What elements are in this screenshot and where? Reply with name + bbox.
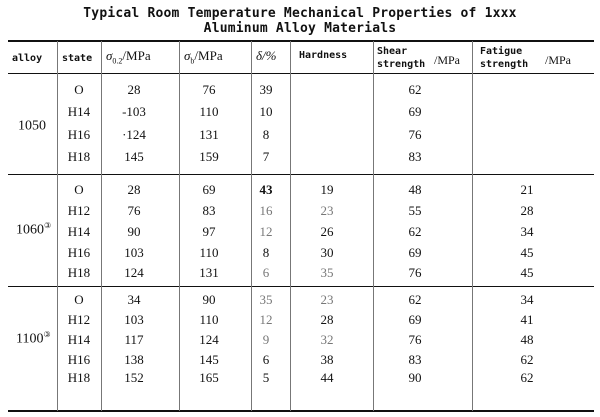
header-elongation: δ/% bbox=[256, 48, 277, 63]
header-shear-line-2: strength bbox=[377, 59, 426, 70]
header-shear-line-1: Shear bbox=[377, 46, 408, 57]
bottom-rule bbox=[8, 410, 594, 412]
table-cell-fatigue: 62 bbox=[520, 352, 534, 367]
table-cell-elongation: 10 bbox=[259, 104, 273, 119]
table-cell-elongation: 8 bbox=[262, 127, 270, 142]
table-cell-yield: 145 bbox=[124, 149, 144, 164]
table-cell-tensile: 110 bbox=[199, 104, 219, 119]
table-cell-state: H16 bbox=[67, 352, 91, 367]
table-cell-tensile: 159 bbox=[199, 149, 219, 164]
table-cell-shear: 69 bbox=[408, 312, 422, 327]
table-cell-fatigue: 62 bbox=[520, 370, 534, 385]
header-yield-symbol: σ bbox=[106, 48, 113, 63]
table-cell-yield: 103 bbox=[124, 312, 144, 327]
alloy-name: 1100 bbox=[16, 331, 44, 347]
table-cell-fatigue: 48 bbox=[520, 332, 534, 347]
table-cell-shear: 76 bbox=[408, 265, 422, 280]
table-cell-state: H18 bbox=[67, 370, 91, 385]
header-tensile-subscript: b bbox=[190, 56, 195, 66]
table-cell-shear: 62 bbox=[408, 292, 422, 307]
table-cell-state: H16 bbox=[67, 127, 91, 142]
table-cell-fatigue: 34 bbox=[520, 292, 534, 307]
table-cell-state: O bbox=[74, 182, 84, 197]
table-cell-shear: 69 bbox=[408, 245, 422, 260]
table-cell-state: H18 bbox=[67, 149, 91, 164]
group-divider-1 bbox=[8, 174, 594, 175]
table-cell-elongation: 35 bbox=[259, 292, 273, 307]
header-tensile-unit: /MPa bbox=[194, 48, 223, 63]
table-title-line-2: Aluminum Alloy Materials bbox=[203, 21, 397, 36]
alloy-label bbox=[16, 330, 51, 348]
table-cell-elongation: 43 bbox=[259, 182, 273, 197]
table-cell-hardness: 35 bbox=[320, 265, 334, 280]
table-cell-elongation: 12 bbox=[259, 224, 273, 239]
alloy-note: ③ bbox=[44, 221, 52, 230]
table-cell-fatigue: 21 bbox=[520, 182, 534, 197]
table-cell-yield: -103 bbox=[122, 104, 146, 119]
table-cell-yield: ·124 bbox=[122, 127, 146, 142]
table-title-line-1: Typical Room Temperature Mechanical Properties of 1xxx bbox=[83, 6, 517, 21]
table-cell-hardness: 23 bbox=[320, 203, 334, 218]
table-cell-state: H12 bbox=[67, 203, 91, 218]
table-cell-yield: 103 bbox=[124, 245, 144, 260]
alloy-name: 1050 bbox=[18, 118, 46, 134]
table-cell-tensile: 69 bbox=[202, 182, 216, 197]
table-cell-state: H18 bbox=[67, 265, 91, 280]
header-yield-subscript: 0.2 bbox=[112, 56, 123, 66]
table-cell-elongation: 7 bbox=[262, 149, 270, 164]
table-cell-shear: 76 bbox=[408, 332, 422, 347]
table-cell-shear: 69 bbox=[408, 104, 422, 119]
table-cell-tensile: 131 bbox=[199, 127, 219, 142]
table-cell-tensile: 76 bbox=[202, 82, 216, 97]
table-cell-tensile: 124 bbox=[199, 332, 219, 347]
table-cell-hardness: 26 bbox=[320, 224, 334, 239]
header-fatigue-line-1: Fatigue bbox=[480, 46, 523, 57]
table-cell-hardness: 28 bbox=[320, 312, 334, 327]
table-cell-state: H14 bbox=[67, 332, 91, 347]
table-cell-shear: 62 bbox=[408, 82, 422, 97]
table-cell-fatigue: 41 bbox=[520, 312, 534, 327]
table-cell-yield: 34 bbox=[127, 292, 141, 307]
alloy-note: ③ bbox=[43, 330, 51, 339]
header-hardness: Hardness bbox=[299, 50, 348, 61]
table-cell-yield: 90 bbox=[127, 224, 141, 239]
table-cell-elongation: 12 bbox=[259, 312, 273, 327]
table-cell-tensile: 165 bbox=[199, 370, 219, 385]
table-cell-tensile: 145 bbox=[199, 352, 219, 367]
table-cell-tensile: 131 bbox=[199, 265, 219, 280]
group-divider-2 bbox=[8, 286, 594, 287]
table-cell-state: O bbox=[74, 292, 84, 307]
table-cell-state: H12 bbox=[67, 312, 91, 327]
header-rule bbox=[8, 73, 594, 74]
table-cell-tensile: 83 bbox=[202, 203, 216, 218]
table-cell-shear: 83 bbox=[408, 149, 422, 164]
table-cell-shear: 62 bbox=[408, 224, 422, 239]
header-state: state bbox=[62, 53, 93, 64]
table-cell-fatigue: 45 bbox=[520, 265, 534, 280]
table-cell-shear: 83 bbox=[408, 352, 422, 367]
table-cell-elongation: 39 bbox=[259, 82, 273, 97]
table-cell-shear: 90 bbox=[408, 370, 422, 385]
alloy-label bbox=[16, 221, 51, 239]
table-cell-hardness: 23 bbox=[320, 292, 334, 307]
table-cell-fatigue: 45 bbox=[520, 245, 534, 260]
table-cell-elongation: 16 bbox=[259, 203, 273, 218]
table-cell-hardness: 32 bbox=[320, 332, 334, 347]
table-cell-yield: 76 bbox=[127, 203, 141, 218]
table-cell-state: H14 bbox=[67, 224, 91, 239]
table-cell-yield: 138 bbox=[124, 352, 144, 367]
table-cell-tensile: 110 bbox=[199, 312, 219, 327]
header-yield-unit: /MPa bbox=[122, 48, 151, 63]
table-cell-tensile: 110 bbox=[199, 245, 219, 260]
table-cell-elongation: 6 bbox=[262, 265, 270, 280]
table-cell-yield: 28 bbox=[127, 182, 141, 197]
table-cell-state: O bbox=[74, 82, 84, 97]
header-yield-strength bbox=[106, 48, 151, 66]
table-cell-hardness: 38 bbox=[320, 352, 334, 367]
header-tensile-symbol: σ bbox=[184, 48, 191, 63]
table-cell-yield: 117 bbox=[124, 332, 144, 347]
header-tensile-strength bbox=[184, 48, 223, 66]
table-cell-state: H16 bbox=[67, 245, 91, 260]
table-cell-elongation: 8 bbox=[262, 245, 270, 260]
table-cell-shear: 55 bbox=[408, 203, 422, 218]
table-cell-fatigue: 34 bbox=[520, 224, 534, 239]
table-cell-tensile: 90 bbox=[202, 292, 216, 307]
alloy-label bbox=[18, 117, 46, 135]
table-cell-yield: 124 bbox=[124, 265, 144, 280]
table-cell-elongation: 5 bbox=[262, 370, 270, 385]
table-cell-state: H14 bbox=[67, 104, 91, 119]
table-cell-yield: 28 bbox=[127, 82, 141, 97]
table-cell-shear: 48 bbox=[408, 182, 422, 197]
table-cell-hardness: 30 bbox=[320, 245, 334, 260]
header-fatigue-unit: /MPa bbox=[545, 53, 572, 67]
header-shear-unit: /MPa bbox=[434, 53, 461, 67]
top-rule bbox=[8, 40, 594, 42]
alloy-name: 1060 bbox=[16, 222, 44, 238]
table-cell-yield: 152 bbox=[124, 370, 144, 385]
table-cell-fatigue: 28 bbox=[520, 203, 534, 218]
table-cell-shear: 76 bbox=[408, 127, 422, 142]
table-cell-elongation: 6 bbox=[262, 352, 270, 367]
table-cell-tensile: 97 bbox=[202, 224, 216, 239]
header-fatigue-line-2: strength bbox=[480, 59, 529, 70]
table-cell-hardness: 19 bbox=[320, 182, 334, 197]
table-cell-hardness: 44 bbox=[320, 370, 334, 385]
header-alloy: alloy bbox=[12, 53, 43, 64]
table-cell-elongation: 9 bbox=[262, 332, 270, 347]
